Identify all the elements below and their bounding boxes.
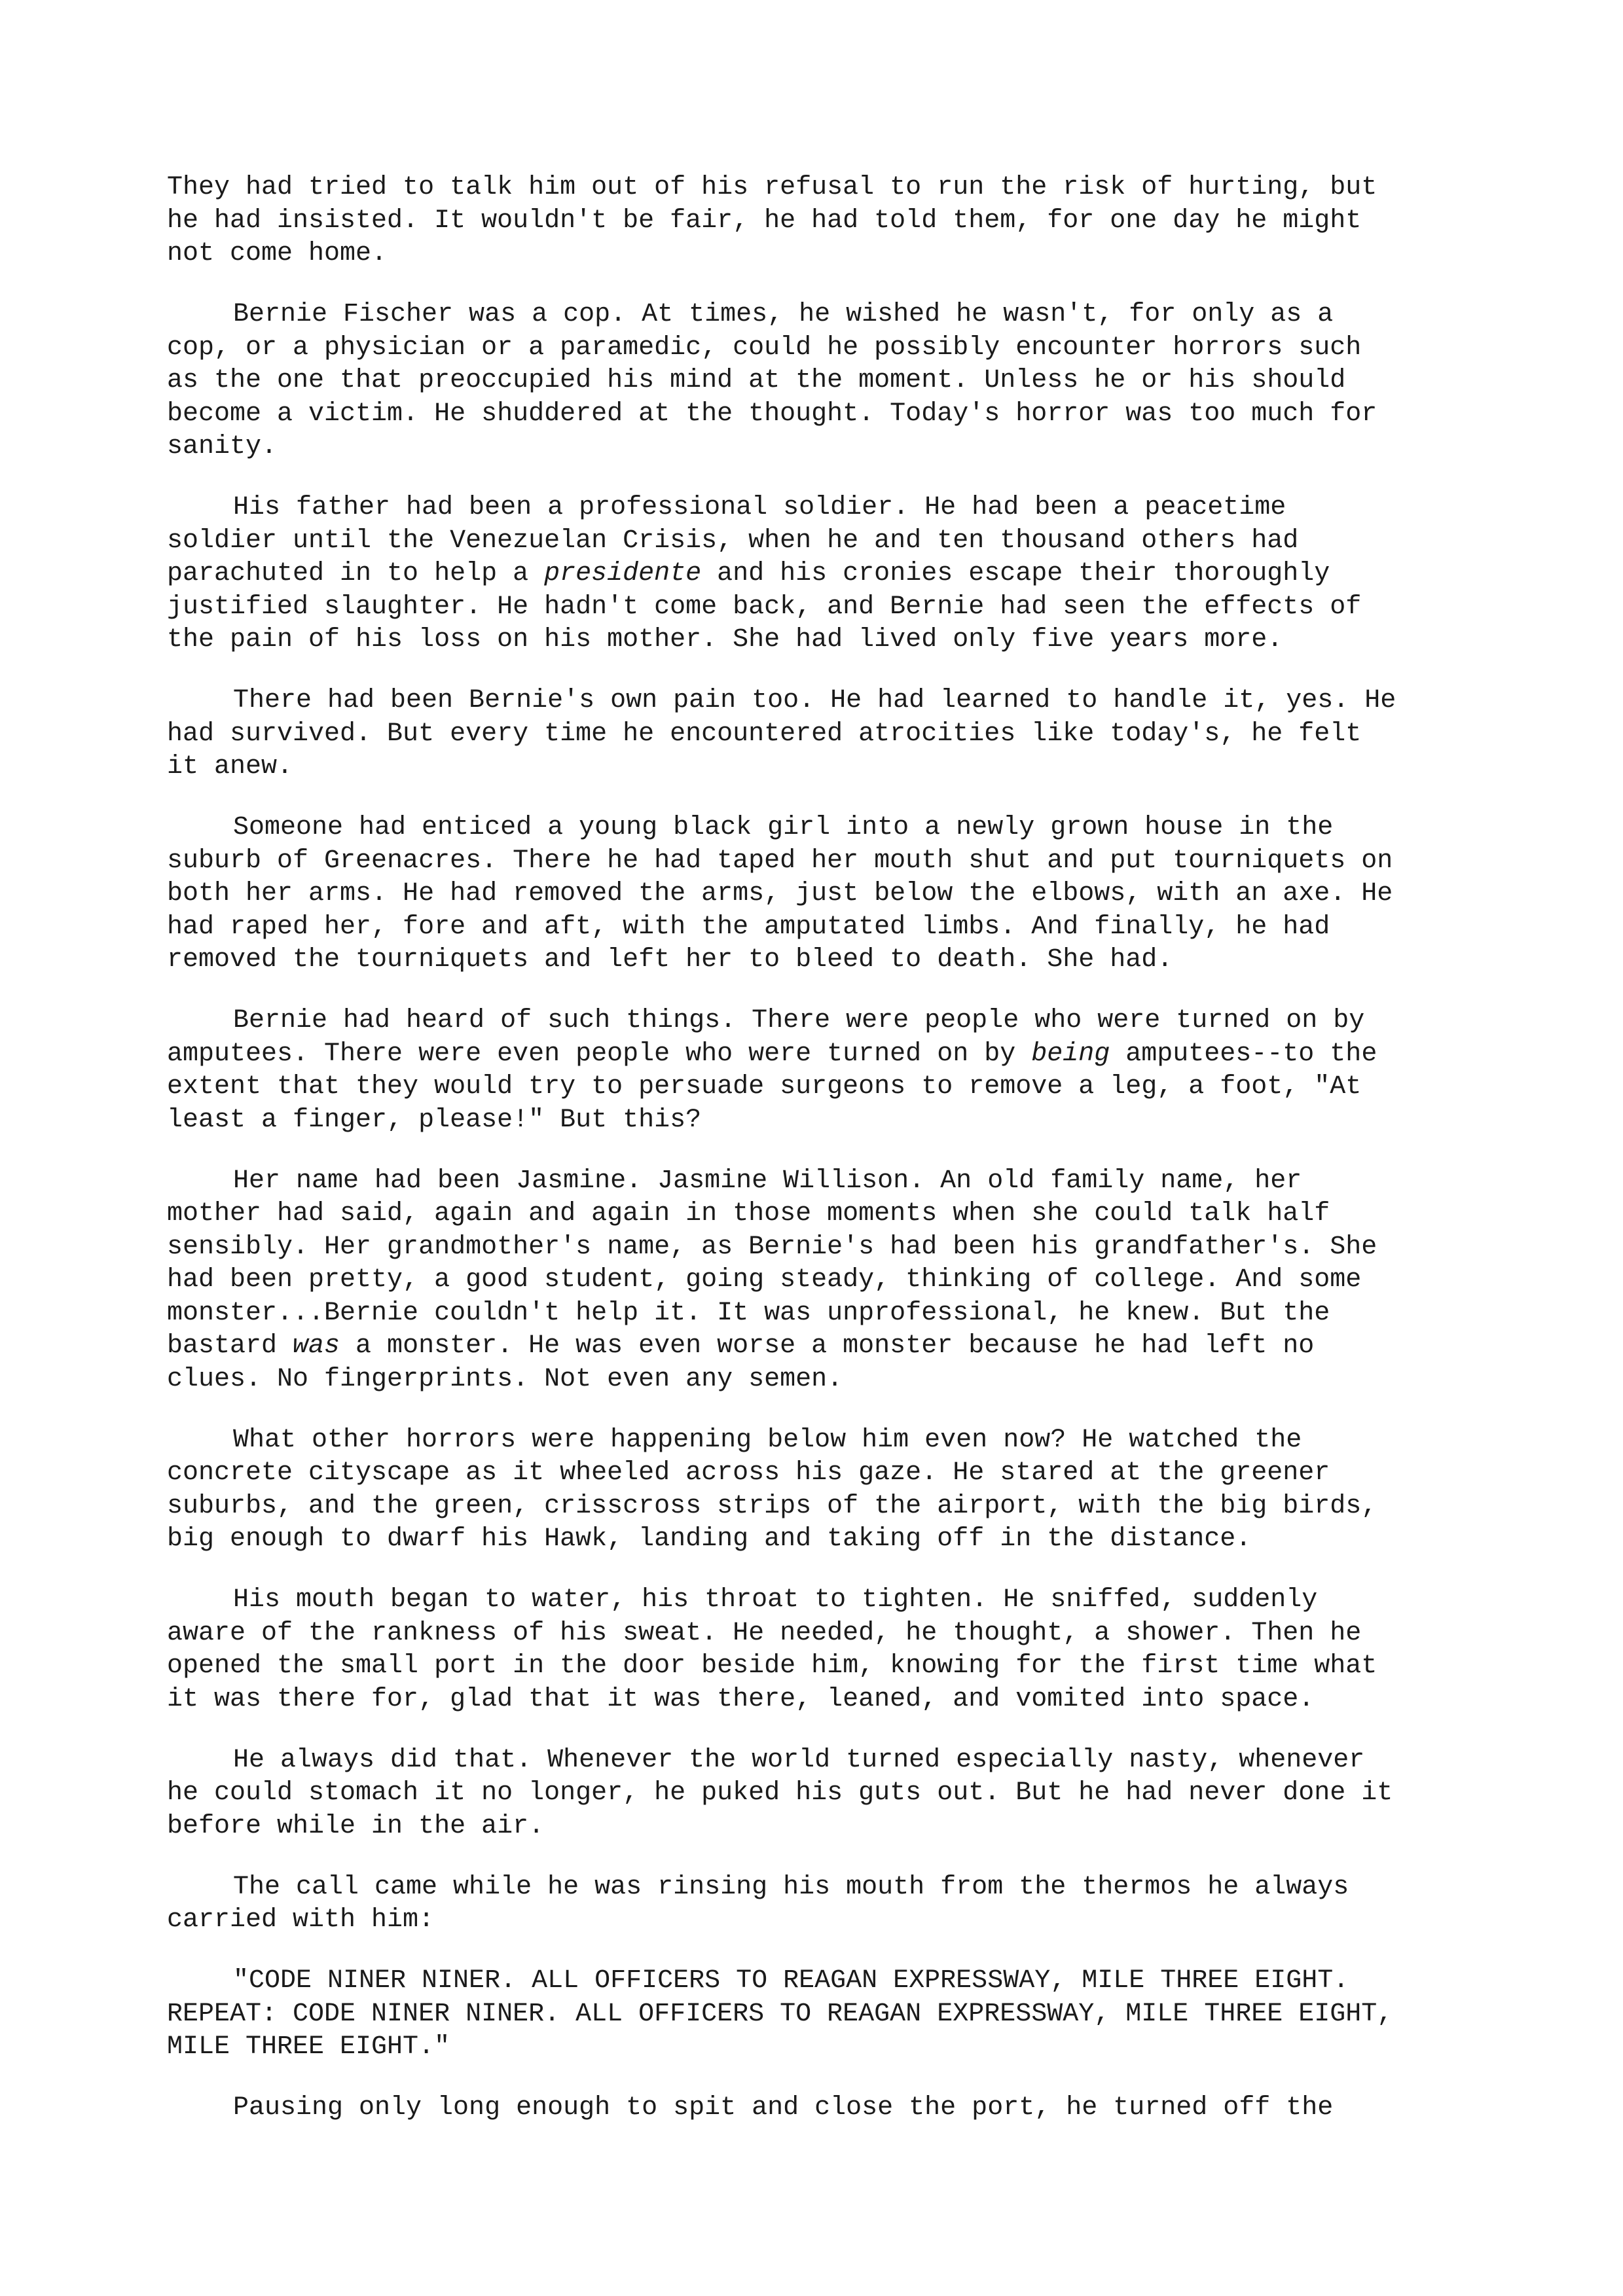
text-line: His father had been a professional soldier. He had been a peacetime bbox=[233, 493, 1286, 522]
text-line: monster...Bernie couldn't help it. It was unprofessional, he knew. But the bbox=[167, 1298, 1330, 1328]
text-line: suburb of Greenacres. There he had taped her mouth shut and put tourniquets on bbox=[167, 846, 1393, 876]
paragraph bbox=[167, 685, 1529, 784]
text-line: sensibly. Her grandmother's name, as Bernie's had been his grandfather's. She bbox=[167, 1232, 1377, 1262]
text-line: There had been Bernie's own pain too. He had learned to handle it, yes. He bbox=[233, 686, 1396, 715]
paragraph bbox=[167, 1584, 1529, 1716]
text-line: Bernie had heard of such things. There were people who were turned on by bbox=[233, 1006, 1365, 1035]
text-line: not come home. bbox=[167, 239, 388, 268]
text-segment: bastard bbox=[167, 1331, 293, 1361]
paragraph bbox=[167, 1005, 1529, 1137]
text-segment: and his cronies escape their thoroughly bbox=[701, 559, 1330, 588]
text-line: carried with him: bbox=[167, 1905, 435, 1935]
text-line: clues. No fingerprints. Not even any semen. bbox=[167, 1364, 843, 1394]
text-line: Bernie Fischer was a cop. At times, he wished he wasn't, for only as a bbox=[233, 300, 1334, 329]
text-line: had been pretty, a good student, going steady, thinking of college. And some bbox=[167, 1265, 1362, 1295]
text-line: suburbs, and the green, crisscross strips of the airport, with the big birds, bbox=[167, 1491, 1377, 1521]
text-line: opened the small port in the door beside him, knowing for the first time what bbox=[167, 1651, 1377, 1681]
text-line: had survived. But every time he encountered atrocities like today's, he felt bbox=[167, 719, 1362, 749]
text-line: concrete cityscape as it wheeled across his gaze. He stared at the greener bbox=[167, 1458, 1330, 1488]
text-line bbox=[167, 1330, 1529, 1363]
text-line: soldier until the Venezuelan Crisis, when he and ten thousand others had bbox=[167, 526, 1299, 556]
paragraph bbox=[167, 1965, 1529, 2064]
text-line: REPEAT: CODE NINER NINER. ALL OFFICERS TO REAGAN EXPRESSWAY, MILE THREE EIGHT, bbox=[167, 1999, 1393, 2029]
italic-word: being bbox=[1031, 1039, 1110, 1069]
text-line: What other horrors were happening below him even now? He watched the bbox=[233, 1425, 1302, 1455]
text-line: Someone had enticed a young black girl into a newly grown house in the bbox=[233, 813, 1334, 842]
text-line: as the one that preoccupied his mind at the moment. Unless he or his should bbox=[167, 366, 1346, 395]
text-line: He always did that. Whenever the world turned especially nasty, whenever bbox=[233, 1745, 1365, 1775]
text-line: His mouth began to water, his throat to tighten. He sniffed, suddenly bbox=[233, 1585, 1318, 1615]
paragraph bbox=[167, 171, 1529, 271]
text-line: Pausing only long enough to spit and close the port, he turned off the bbox=[233, 2093, 1334, 2123]
text-line: MILE THREE EIGHT." bbox=[167, 2032, 450, 2062]
text-line: before while in the air. bbox=[167, 1811, 545, 1841]
paragraph bbox=[167, 1424, 1529, 1556]
text-line: They had tried to talk him out of his refusal to run the risk of hurting, but bbox=[167, 173, 1377, 202]
text-line: justified slaughter. He hadn't come back, and Bernie had seen the effects of bbox=[167, 592, 1362, 622]
paragraph bbox=[167, 1871, 1529, 1937]
text-line: mother had said, again and again in those moments when she could talk half bbox=[167, 1199, 1330, 1229]
text-line: "CODE NINER NINER. ALL OFFICERS TO REAGAN EXPRESSWAY, MILE THREE EIGHT. bbox=[233, 1966, 1349, 1996]
text-line: the pain of his loss on his mother. She had lived only five years more. bbox=[167, 625, 1283, 655]
text-segment: parachuted in to help a bbox=[167, 559, 545, 588]
text-line: it anew. bbox=[167, 752, 293, 781]
text-line bbox=[167, 1038, 1529, 1071]
document-page bbox=[167, 171, 1529, 2153]
text-line: least a finger, please!" But this? bbox=[167, 1105, 702, 1135]
italic-word: was bbox=[293, 1331, 340, 1361]
paragraph bbox=[167, 2092, 1529, 2125]
text-segment: a monster. He was even worse a monster because he had left no bbox=[340, 1331, 1315, 1361]
text-line: The call came while he was rinsing his mouth from the thermos he always bbox=[233, 1872, 1349, 1902]
italic-word: presidente bbox=[544, 559, 702, 588]
text-segment: amputees. There were even people who were turned on by bbox=[167, 1039, 1032, 1069]
text-line: had raped her, fore and aft, with the amputated limbs. And finally, he had bbox=[167, 912, 1330, 942]
text-segment: amputees--to the bbox=[1110, 1039, 1377, 1069]
text-line: both her arms. He had removed the arms, just below the elbows, with an axe. He bbox=[167, 879, 1393, 908]
text-line: sanity. bbox=[167, 432, 278, 461]
paragraph bbox=[167, 492, 1529, 657]
paragraph bbox=[167, 1744, 1529, 1844]
text-line: Her name had been Jasmine. Jasmine Willison. An old family name, her bbox=[233, 1166, 1302, 1196]
text-line: big enough to dwarf his Hawk, landing and taking off in the distance. bbox=[167, 1524, 1252, 1554]
text-line bbox=[167, 558, 1529, 591]
text-line: become a victim. He shuddered at the thought. Today's horror was too much for bbox=[167, 399, 1377, 429]
paragraph bbox=[167, 1165, 1529, 1397]
paragraph bbox=[167, 298, 1529, 464]
text-line: he had insisted. It wouldn't be fair, he had told them, for one day he might bbox=[167, 206, 1362, 236]
text-line: extent that they would try to persuade surgeons to remove a leg, a foot, "At bbox=[167, 1072, 1362, 1102]
text-line: he could stomach it no longer, he puked his guts out. But he had never done it bbox=[167, 1778, 1393, 1808]
paragraph bbox=[167, 812, 1529, 977]
text-line: aware of the rankness of his sweat. He needed, he thought, a shower. Then he bbox=[167, 1618, 1362, 1648]
text-line: cop, or a physician or a paramedic, could he possibly encounter horrors such bbox=[167, 332, 1362, 363]
text-line: removed the tourniquets and left her to bleed to death. She had. bbox=[167, 945, 1173, 975]
text-line: it was there for, glad that it was there, leaned, and vomited into space. bbox=[167, 1684, 1315, 1714]
